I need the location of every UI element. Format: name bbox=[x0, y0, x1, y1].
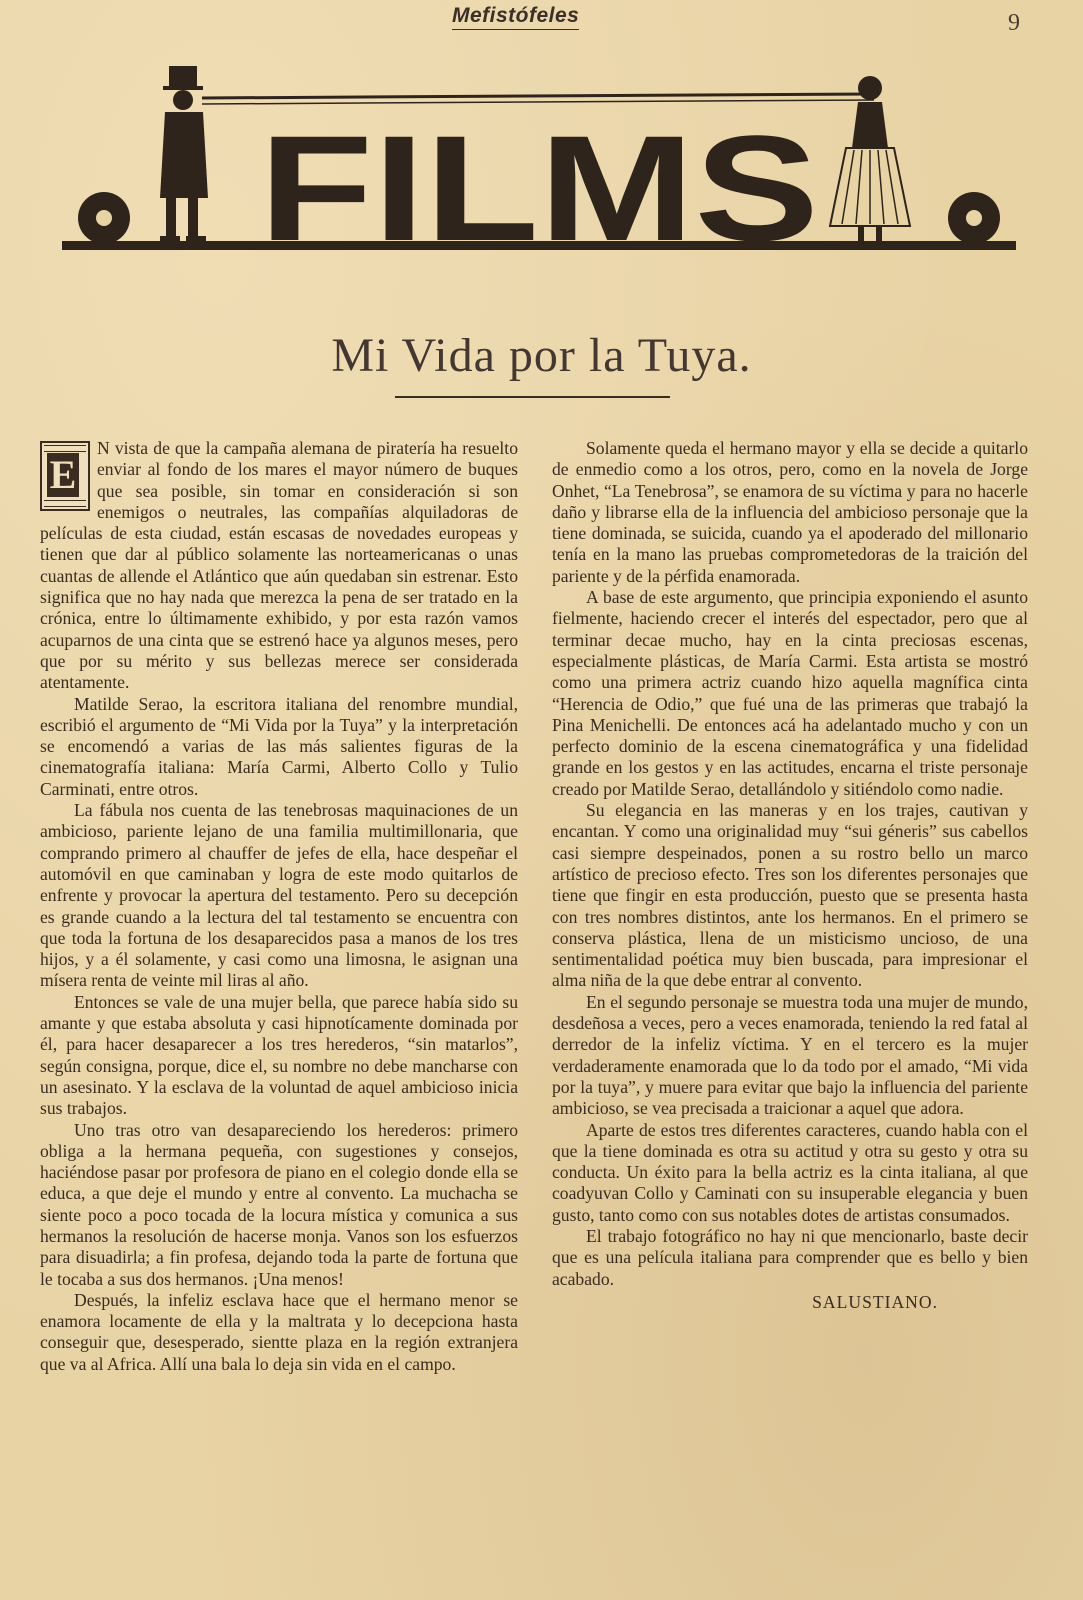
left-column bbox=[40, 438, 518, 1375]
drop-cap-ornament-top bbox=[44, 445, 86, 452]
paragraph: La fábula nos cuenta de las tenebrosas maquinaciones de un ambicioso, pariente lejano de una familia multimillonaria, que comprando primero al chauffer de jefes de ella, hace despeñar el automóvil en que caminaban y logra de este modo quitarlos de enfrente y provocar la apertura del testamento. Pero su decepción es grande cuando a la lectura del tal testamento se encuentra con que toda la fortuna de los desaparecidos pasa a manos de los tres hijos, y a él solamente, y casi como una limosna, le asignan una mísera renta de veinte mil liras al año. bbox=[40, 800, 518, 991]
paragraph: Uno tras otro van desapareciendo los herederos: primero obliga a la hermana pequeña, con sugestiones y consejos, haciéndose pasar por profesora de piano en el colegio donde ella se educa, a que deje el mundo y entre al convento. La muchacha se siente poco a poco tocada de la locura mística y comunica a sus hermanos la resolución de hacerse monja. Vanos son los esfuerzos para disuadirla; a fin profesa, dejando toda la parte de fortuna que le tocaba a sus dos hermanos. ¡Una menos! bbox=[40, 1119, 518, 1289]
paragraph: Solamente queda el hermano mayor y ella se decide a quitarlo de enmedio como a los otros, pero, como en la novela de Jorge Onhet, “La Tenebrosa”, se enamora de su víctima y para no hacerle daño y librarse ella de la influencia del ambicioso personaje que la tiene dominada, se suicida, cuando ya el apoderado del millonario tenía en la mano las pruebas comprometedoras de la traición del pariente y de la pérfida enamorada. bbox=[552, 438, 1028, 586]
magazine-name: Mefistófeles bbox=[452, 4, 580, 27]
paragraph: Matilde Serao, la escritora italiana del renombre mundial, escribió el argumento de “Mi Vida por la Tuya” y la interpretación se encomendó a varias de las más salientes figuras de la cinematografía italiana: María Carmi, Alberto Collo y Tulio Carminati, entre otros. bbox=[40, 693, 518, 799]
paragraph: Su elegancia en las maneras y en los trajes, cautivan y encantan. Y como una originalidad muy “sui géneris” sus cabellos casi siempre despeinados, ponen a su rostro bello un marco artístico de precioso efecto. Tres son los diferentes personajes que tiene que fingir en esta producción, puesto que se presenta hasta con tres nombres distintos, ante los hermanos. En el primero se conserva plástica, llena de un misticismo uncioso, de una sentimentalidad poética muy bien buscada, para impresionar el alma niña de la que debe entrar al convento. bbox=[552, 800, 1028, 991]
author-signature: SALUSTIANO. bbox=[812, 1291, 938, 1312]
title-divider bbox=[395, 396, 670, 398]
right-column bbox=[552, 438, 1028, 1313]
article-title: Mi Vida por la Tuya. bbox=[331, 329, 752, 383]
paragraph: Después, la infeliz esclava hace que el hermano menor se enamora locamente de ella y la maltrata y lo decepciona hasta conseguir que, desesperado, sientte plaza en la región extranjera que va al Africa. Allí una bala lo deja sin vida en el campo. bbox=[40, 1289, 518, 1374]
page-number: 9 bbox=[1008, 10, 1020, 36]
woman-figure-illustration bbox=[830, 76, 910, 244]
man-figure-illustration bbox=[160, 66, 208, 242]
banner-word: FILMS bbox=[259, 104, 819, 258]
drop-cap bbox=[40, 441, 90, 511]
left-film-reel bbox=[78, 192, 130, 244]
paragraph: El trabajo fotográfico no hay ni que mencionarlo, baste decir que es una película italiana para comprender que es bello y bien acabado. bbox=[552, 1225, 1028, 1289]
paragraph: En el segundo personaje se muestra toda una mujer de mundo, desdeñosa a veces, pero a veces enamorada, teniendo la red fatal al derredor de la infeliz víctima. Y en el tercero es la mujer verdaderamente enamorada que lo da todo por el amado, “Mi vida por la tuya”, y muere para evitar que bajo la influencia del pariente ambicioso, se vea precisada a traicionar a aquel que adora. bbox=[552, 991, 1028, 1119]
paragraph: A base de este argumento, que principia exponiendo el asunto fielmente, haciendo crecer el interés del espectador, pero que al terminar decae mucho, hay en la cinta preciosas escenas, especialmente plásticas, de María Carmi. Esta artista se mostró como una primera actriz cuando hizo aquella magnífica cinta “Herencia de Odio,” que fué una de las primeras que trabajó la Pina Menichelli. De entonces acá ha adelantado mucho y con un perfecto dominio de la escena cinematográfica y una fidelidad grande en los gestos y en las actitudes, encarna el triste personaje creado por Matilde Serao, detallándolo y sitiéndolo como nadie. bbox=[552, 587, 1028, 799]
right-film-reel bbox=[948, 192, 1000, 244]
drop-cap-letter: E bbox=[47, 453, 79, 497]
paragraph: Aparte de estos tres diferentes caracteres, cuando habla con el que la tiene dominada es otra su actitud y otra su gesto y otra su conducta. Un éxito para la bella actriz es la cinta italiana, al que coadyuvan Collo y Caminati con su insuperable elegancia y buen gusto, tanto como con sus notables dotes de artistas consumados. bbox=[552, 1119, 1028, 1225]
paragraph: N vista de que la campaña alemana de piratería ha resuelto enviar al fondo de los mares el mayor número de buques que sea posible, sin tomar en consideración si son enemigos o neutrales, las compañías alquiladoras de películas de esta ciudad, están escasas de novedades europeas y tienen que dar al público solamente las norteamericanas o unas cuantas de allende el Atlántico que aún quedaban sin estrenar. Esto significa que no hay nada que merezca la pena de ser tratado en la crónica, entre lo últimamente exhibido, y por esta razón vamos acuparnos de una cinta que se estrenó hace ya algunos meses, pero que por su mérito y sus bellezas merece ser considerada atentamente. bbox=[40, 438, 518, 693]
films-banner bbox=[62, 58, 1016, 258]
drop-cap-ornament-bottom bbox=[44, 500, 86, 507]
paragraph: Entonces se vale de una mujer bella, que parece había sido su amante y que estaba absoluta y casi hipnotícamente dominada por él, para hacer desaparecer a los tres herederos, “sin matarlos”, según consigna, porque, dice el, su nombre no debe mancharse con un asesinato. Y la esclava de la voluntad de aquel ambicioso inicia sus trabajos. bbox=[40, 991, 518, 1119]
